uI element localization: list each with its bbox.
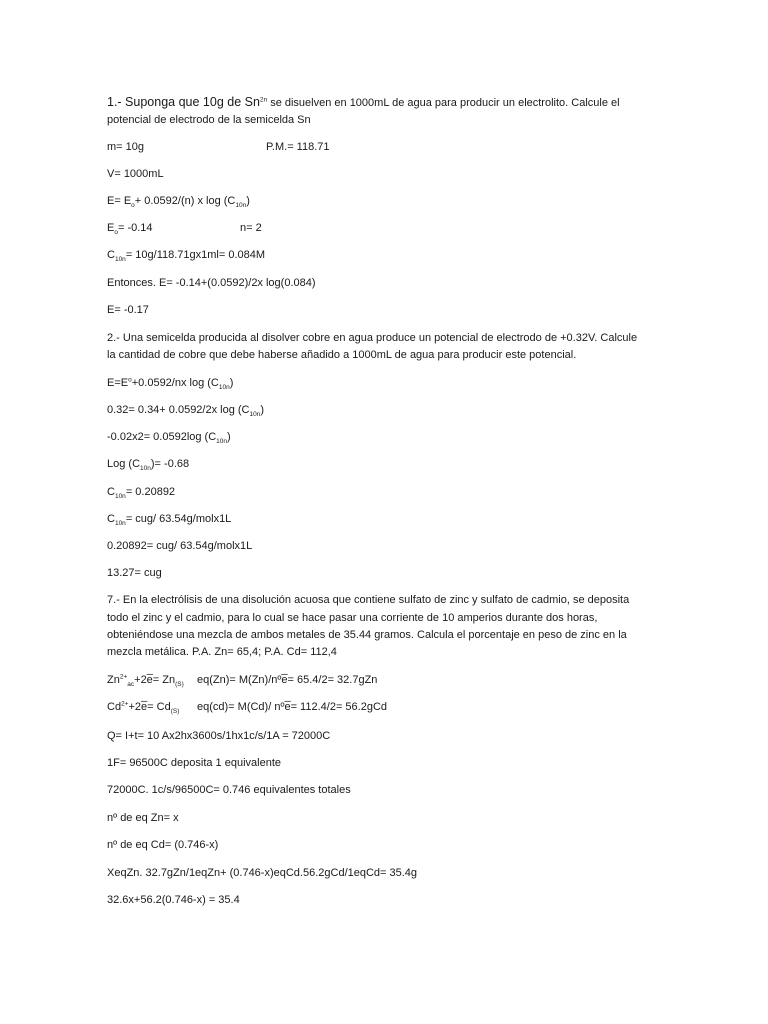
- eq-part: +0.0592/nx log (C: [131, 377, 219, 389]
- problem1-volume: V= 1000mL: [107, 168, 164, 180]
- eq-sub: 10n: [114, 493, 126, 501]
- eq-part: C: [107, 486, 115, 498]
- problem7-zinc-reaction: [107, 673, 184, 687]
- problem2-eq7: 0.20892= cug/ 63.54g/molx1L: [107, 540, 253, 552]
- problem1-mass: m= 10g: [107, 141, 144, 153]
- eq-part: ): [246, 195, 250, 207]
- problem2-eq3: [107, 430, 231, 444]
- problem2-eq6: [107, 512, 231, 526]
- problem1-heading-start: 1.- Suponga que 10g de Sn: [107, 95, 260, 109]
- problem1-standard-potential: [107, 221, 153, 235]
- problem7-cadmium-eq-count: nº de eq Cd= (0.746-x): [107, 839, 219, 851]
- problem7-zinc-eq-count: nº de eq Zn= x: [107, 812, 179, 824]
- eq-part: + 0.0592/(n) x log (C: [134, 195, 236, 207]
- problem1-entonces: Entonces. E= -0.14+(0.0592)/2x log(0.084): [107, 277, 316, 289]
- eq-sup: o: [128, 376, 132, 384]
- eq-sub: 10n: [114, 256, 126, 264]
- problem7-line3: obteniéndose una mezcla de ambos metales de 35.44 gramos. Calcula el porcentaje en peso de zinc en la: [107, 629, 627, 641]
- problem1-electrons: n= 2: [240, 222, 262, 234]
- eq-part: -0.02x2= 0.0592log (C: [107, 431, 217, 443]
- eq-sub: (S): [170, 708, 180, 716]
- eq-part: Zn: [107, 674, 120, 686]
- problem7-mass-equation: XeqZn. 32.7gZn/1eqZn+ (0.746-x)eqCd.56.2gCd/1eqCd= 35.4g: [107, 867, 418, 879]
- eq-part: ): [227, 431, 231, 443]
- eq-part: C: [107, 513, 115, 525]
- eq-sup: 2+: [119, 673, 128, 681]
- problem7-cadmium-equivalent: eq(cd)= M(Cd)/ nºe̅= 112.4/2= 56.2gCd: [197, 701, 388, 713]
- eq-sub: o: [114, 229, 118, 237]
- problem7-faraday: 1F= 96500C deposita 1 equivalente: [107, 757, 281, 769]
- eq-sub: 10n: [235, 202, 247, 210]
- eq-part: E=E: [107, 377, 129, 389]
- problem7-cadmium-reaction: [107, 700, 179, 714]
- eq-sup: 2+: [121, 700, 129, 708]
- eq-part: C: [107, 249, 115, 261]
- problem2-eq4: [107, 457, 189, 471]
- eq-sub: 10n: [216, 438, 228, 446]
- problem1-result: E= -0.17: [107, 304, 149, 316]
- problem7-total-equivalents: 72000C. 1c/s/96500C= 0.746 equivalentes totales: [107, 784, 351, 796]
- eq-part: E= E: [107, 195, 132, 207]
- problem1-concentration: [107, 248, 265, 262]
- eq-sub: ac: [127, 681, 135, 689]
- problem7-final-equation: 32.6x+56.2(0.746-x) = 35.4: [107, 894, 240, 906]
- eq-part: )= -0.68: [150, 458, 190, 470]
- eq-sub: 10n: [140, 465, 151, 473]
- problem2-eq2: [107, 403, 264, 417]
- eq-part: ): [229, 377, 234, 389]
- problem1-nernst-equation: [107, 194, 250, 208]
- problem1-heading-line2: potencial de electrodo de la semicelda Sn: [107, 114, 311, 126]
- eq-part: +2e̅= Cd: [128, 701, 171, 713]
- problem7-line2: todo el zinc y el cadmio, para lo cual se hace pasar una corriente de 10 amperios durante dos horas,: [107, 612, 598, 624]
- eq-part: = -0.14: [117, 222, 153, 234]
- problem7-line4: mezcla metálica. P.A. Zn= 65,4; P.A. Cd= 112,4: [107, 646, 337, 658]
- eq-part: = 0.20892: [125, 486, 176, 498]
- eq-part: Log (C: [107, 458, 141, 470]
- problem1-heading: [107, 95, 620, 110]
- problem2-eq5: [107, 485, 175, 499]
- eq-part: E: [107, 222, 115, 234]
- eq-part: ): [260, 404, 265, 416]
- eq-part: 0.32= 0.34+ 0.0592/2x log (C: [107, 404, 250, 416]
- eq-sub: 10n: [218, 384, 230, 392]
- problem2-line1: 2.- Una semicelda producida al disolver cobre en agua produce un potencial de electrodo de +0.32V. Calcule: [107, 332, 638, 344]
- problem1-heading-rest: se disuelven en 1000mL de agua para producir un electrolito. Calcule el: [267, 97, 620, 109]
- eq-sub: o: [131, 202, 135, 210]
- problem1-molar-mass: P.M.= 118.71: [266, 141, 330, 153]
- problem1-heading-sup: 2n: [259, 96, 268, 104]
- problem2-eq1: [107, 376, 233, 390]
- eq-sub: 10n: [114, 520, 126, 528]
- eq-sub: (S): [175, 681, 184, 689]
- eq-sub: 10n: [249, 411, 261, 419]
- problem7-zinc-equivalent: eq(Zn)= M(Zn)/nºe̅= 65.4/2= 32.7gZn: [197, 674, 378, 686]
- eq-part: Cd: [107, 701, 122, 713]
- eq-part: = cug/ 63.54g/molx1L: [125, 513, 232, 525]
- eq-part: +2e̅= Zn: [134, 674, 176, 686]
- eq-part: = 10g/118.71gx1ml= 0.084M: [125, 249, 266, 261]
- problem2-result: 13.27= cug: [107, 567, 162, 579]
- problem7-charge: Q= I+t= 10 Ax2hx3600s/1hx1c/s/1A = 72000C: [107, 730, 331, 742]
- problem2-line2: la cantidad de cobre que debe haberse añadido a 1000mL de agua para producir este potencial.: [107, 349, 577, 361]
- problem7-line1: 7.- En la electrólisis de una disolución acuosa que contiene sulfato de zinc y sulfato de cadmio, se deposita: [107, 594, 630, 606]
